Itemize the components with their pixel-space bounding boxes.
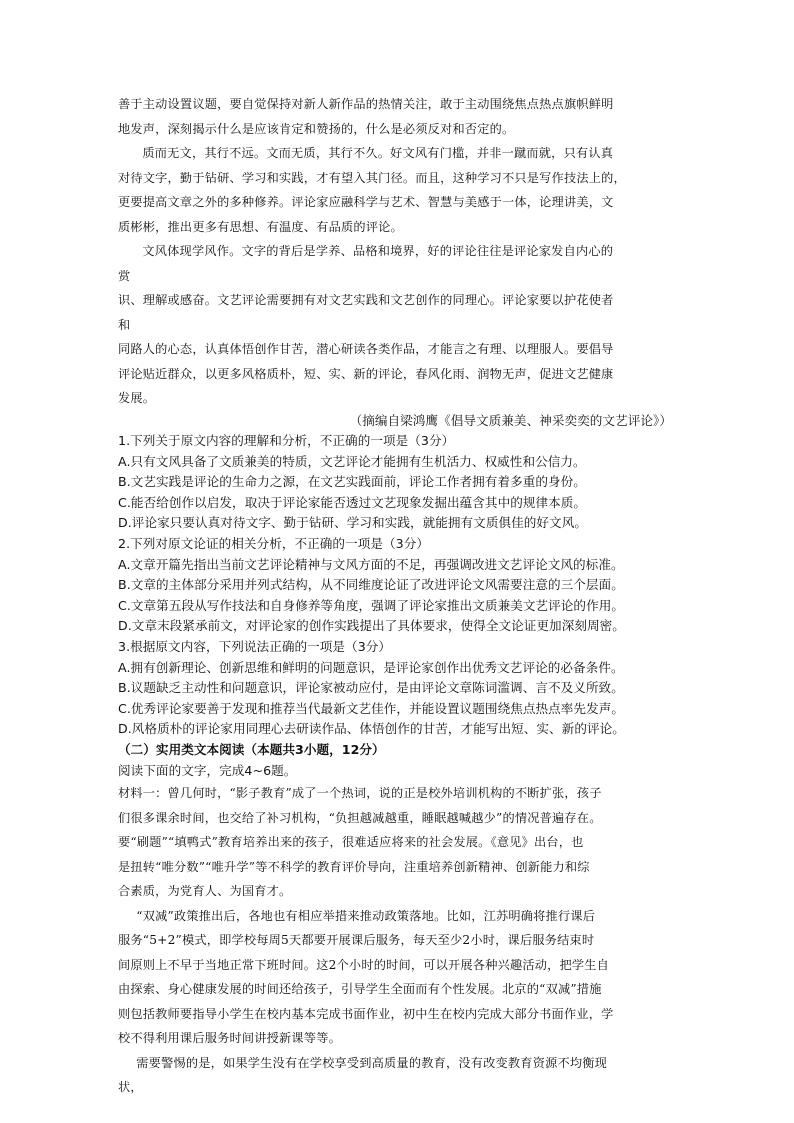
section-heading: （二）实用类文本阅读（本题共3小题，12分） (118, 742, 385, 757)
text-line: 地发声，深刻揭示什么是应该肯定和赞扬的，什么是必须反对和否定的。 (118, 121, 515, 136)
material-one (118, 781, 678, 1100)
exam-page (118, 92, 678, 1100)
question-2 (118, 534, 678, 637)
text-line: 质彬彬，推出更多有思想、有温度、有品质的评论。 (118, 219, 403, 234)
option-a: A.文章开篇先指出当前文艺评论精神与文风方面的不足，再强调改进文艺评论文风的标准。 (118, 556, 624, 572)
text-line: 状， (118, 1080, 143, 1095)
option-d: D.文章末段紧承前文，对评论家的创作实践提出了具体要求，使得全文论证更加深刻周密。 (118, 618, 625, 634)
text-line: 质而无文，其行不远。文而无质，其行不久。好文风有门槛，并非一蹴而就，只有认真 (142, 146, 614, 160)
source-citation: （摘编自梁鸿鹰《倡导文质兼美、神采奕奕的文艺评论》） (349, 412, 672, 428)
text-line: 们很多课余时间，也交给了补习机构，“负担越减越重，睡眠越喊越少”的情况普遍存在。 (118, 810, 602, 825)
text-line: 善于主动设置议题，要自觉保持对新人新作品的热情关注，敢于主动围绕焦点热点旗帜鲜明 (118, 97, 614, 111)
option-d: D.评论家只要认真对待文字、勤于钻研、学习和实践，就能拥有文质俱佳的好文风。 (118, 515, 587, 531)
text-line: 赏 (118, 268, 131, 283)
text-line: 由探索、身心健康发展的时间还给孩子，引导学生全面而有个性发展。北京的“双减”措施 (118, 982, 602, 997)
option-b: B.文艺实践是评论的生命力之源，在文艺实践面前，评论工作者拥有着多重的身份。 (118, 474, 586, 490)
paragraph-writing-style (118, 239, 678, 411)
paragraph-double-reduction (118, 904, 678, 1051)
text-line: 同路人的心态，认真体悟创作甘苦，潜心研读各类作品，才能言之有理、以理服人。要倡导 (118, 342, 614, 356)
paragraph-shadow-education (118, 781, 678, 904)
passage-continuation (118, 92, 678, 411)
text-line: 评论贴近群众，以更多风格质朴，短、实、新的评论，春风化雨、润物无声，促进文艺健康 (118, 366, 614, 381)
question-stem: 2.下列对原文论证的相关分析，不正确的一项是（3分） (118, 536, 429, 552)
option-b: B.议题缺乏主动性和问题意识，评论家被动应付，是由评论文章陈词滥调、言不及义所致。 (118, 680, 624, 696)
text-line: 是扭转“唯分数”“唯升学”等不科学的教育评价导向，注重培养创新精神、创新能力和综 (118, 859, 590, 874)
text-line: 间原则上不早于当地正常下班时间。这2个小时的时间，可以开展各种兴趣活动，把学生自 (118, 957, 610, 972)
option-c: C.文章第五段从写作技法和自身修养等角度，强调了评论家推出文质兼美文艺评论的作用。 (118, 597, 625, 613)
option-c: C.优秀评论家要善于发现和推荐当代最新文艺佳作，并能设置议题围绕焦点热点率先发声。 (118, 700, 625, 716)
text-line: 发展。 (118, 391, 156, 405)
text-line: 对待文字，勤于钻研、学习和实践，才有望入其门径。而且，这种学习不只是写作技法上的， (118, 170, 626, 185)
question-1 (118, 431, 678, 534)
option-a: A.拥有创新理论、创新思维和鲜明的问题意识，是评论家创作出优秀文艺评论的必备条件。 (118, 659, 624, 675)
paragraph-caution (118, 1051, 678, 1100)
option-c: C.能否给创作以启发，取决于评论家能否透过文艺现象发掘出蕴含其中的规律本质。 (118, 494, 587, 510)
text-line: 更要提高文章之外的多种修养。评论家应融科学与艺术、智慧与美感于一体，论理讲美，文 (118, 195, 614, 209)
text-line: 要“刷题”“填鸭式”教育培养出来的孩子，很难适应将来的社会发展。《意见》出台，也 (118, 835, 584, 850)
paragraph-form-content (118, 141, 678, 239)
text-line: 识、理解或感奋。文艺评论需要拥有对文艺实践和文艺创作的同理心。评论家要以护花使者 (118, 293, 614, 307)
text-line: “双减”政策推出后，各地也有相应举措来推动政策落地。比如，江苏明确将推行课后 (136, 908, 596, 923)
paragraph-topic-setting (118, 92, 678, 141)
text-line: 则包括教师要指导小学生在校内基本完成书面作业，初中生在校内完成大部分书面作业，学 (118, 1006, 614, 1021)
reading-instruction: 阅读下面的文字，完成4~6题。 (118, 762, 297, 778)
text-line: 文风体现学风作。文字的背后是学养、品格和境界，好的评论往往是评论家发自内心的 (142, 244, 614, 258)
question-stem: 1.下列关于原文内容的理解和分析，不正确的一项是（3分） (118, 433, 455, 449)
option-b: B.文章的主体部分采用并列式结构，从不同维度论证了改进评论文风需要注意的三个层面。 (118, 577, 624, 593)
question-3 (118, 637, 678, 740)
text-line: 和 (118, 317, 131, 332)
text-line: 服务“5+2”模式，即学校每周5天都要开展课后服务，每天至少2小时，课后服务结束时 (118, 933, 595, 948)
option-a: A.只有文风具备了文质兼美的特质，文艺评论才能拥有生机活力、权威性和公信力。 (118, 453, 586, 469)
text-line: 校不得利用课后服务时间讲授新课等等。 (118, 1031, 341, 1046)
text-line: 合素质，为党育人、为国育才。 (118, 884, 292, 899)
option-d: D.风格质朴的评论家用同理心去研读作品、体悟创作的甘苦，才能写出短、实、新的评论。 (118, 721, 625, 737)
text-line: 材料一：曾几何时，“影子教育”成了一个热词，说的正是校外培训机构的不断扩张，孩子 (118, 786, 602, 801)
text-line: 需要警惕的是，如果学生没有在学校享受到高质量的教育，没有改变教育资源不均衡现 (136, 1055, 608, 1070)
question-stem: 3.根据原文内容，下列说法正确的一项是（3分） (118, 639, 392, 655)
